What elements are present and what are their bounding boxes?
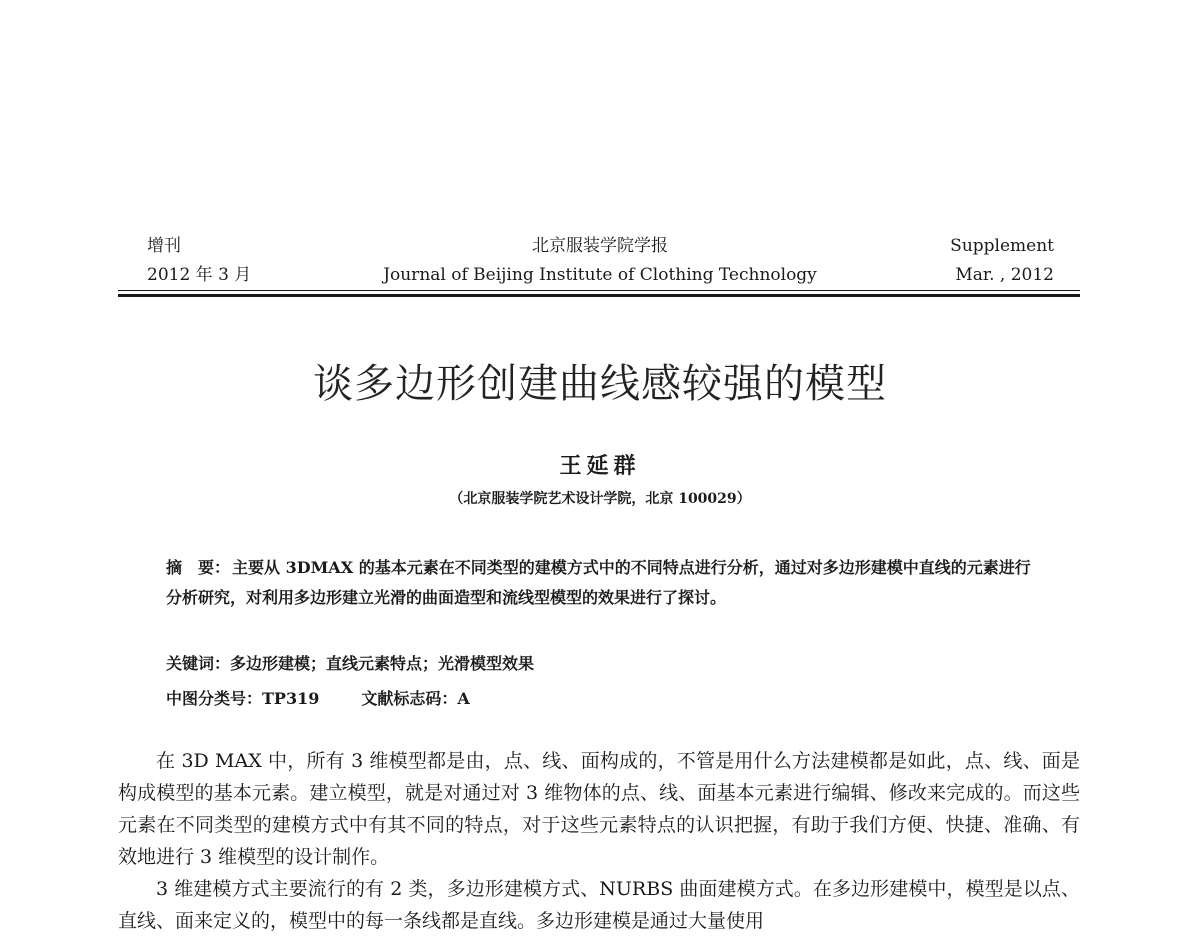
classification — [166, 686, 470, 709]
body-paragraph: 在 3D MAX 中，所有 3 维模型都是由，点、线、面构成的，不管是用什么方法建模都是如此，点、线、面是构成模型的基本元素。建立模型，就是对通过对 3 维物体的点、线、面基本元素进行编辑、修改来完成的。而这些元素在不同类型的建模方式中有其不同的特点，对于这些元素特点的认识把握，有助于我们方便、快捷、准确、有效地进行 3 维模型的设计制作。 — [118, 750, 1080, 868]
journal-name-en: Journal of Beijing Institute of Clothing Technology — [383, 265, 817, 285]
clc-label: 中图分类号： — [166, 689, 263, 708]
journal-issue-info-en — [950, 232, 1054, 290]
body-paragraph: 3 维建模方式主要流行的有 2 类，多边形建模方式、NURBS 曲面建模方式。在多边形建模中，模型是以点、直线、面来定义的，模型中的每一条线都是直线。多边形建模是通过大量使用 — [118, 878, 1080, 932]
article-body — [118, 745, 1080, 937]
abstract — [166, 553, 1046, 613]
doc-code-label: 文献标志码： — [361, 689, 458, 708]
issue-type-en: Supplement — [950, 236, 1054, 256]
doc-code-value: A — [457, 689, 470, 708]
abstract-label: 摘 要： — [166, 558, 231, 577]
author-name: 王延群 — [559, 453, 641, 479]
journal-name-cn: 北京服装学院学报 — [532, 236, 668, 256]
issue-type: 增刊 — [147, 236, 181, 256]
abstract-text: 主要从 3DMAX 的基本元素在不同类型的建模方式中的不同特点进行分析，通过对多边形建模中直线的元素进行分析研究，对利用多边形建立光滑的曲面造型和流线型模型的效果进行了探讨。 — [166, 558, 1031, 607]
issue-date-en: Mar. , 2012 — [955, 265, 1054, 285]
author-affiliation: （北京服装学院艺术设计学院，北京 100029） — [449, 491, 751, 507]
issue-date: 2012 年 3 月 — [147, 265, 252, 285]
article-title: 谈多边形创建曲线感较强的模型 — [313, 361, 887, 407]
header-rule-thin — [118, 290, 1080, 291]
clc-value: TP319 — [262, 689, 320, 708]
keywords-label: 关键词： — [166, 654, 231, 673]
keywords-text: 多边形建模；直线元素特点；光滑模型效果 — [230, 654, 535, 673]
keywords — [166, 651, 534, 674]
header-rule-thick — [118, 294, 1080, 297]
